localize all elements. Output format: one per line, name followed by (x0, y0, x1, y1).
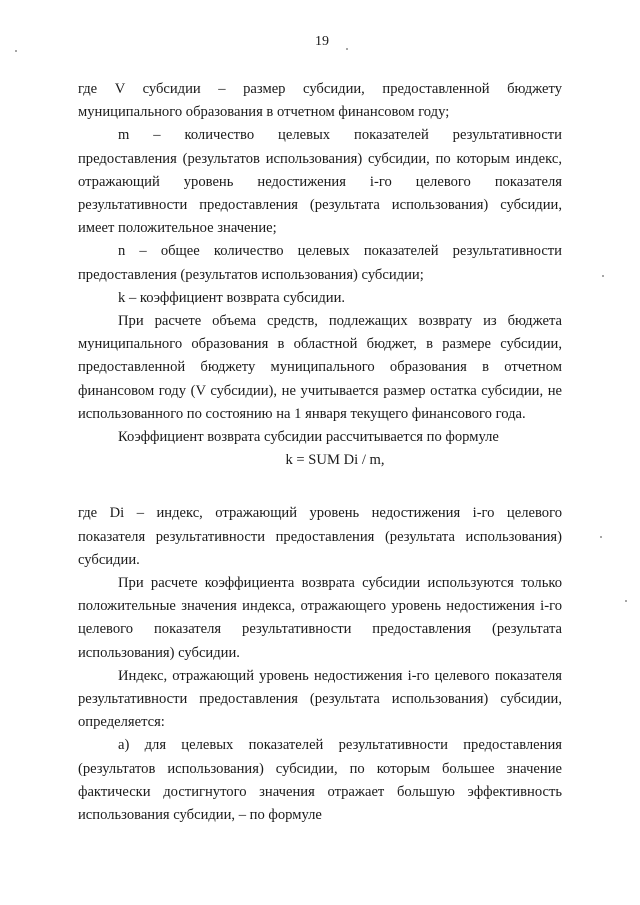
paragraph-di-definition: где Di – индекс, отражающий уровень недостижения i-го целевого показателя результативности предоставления (результата использования) субсидии. (78, 505, 562, 568)
paragraph-refund-calculation: При расчете объема средств, подлежащих возврату из бюджета муниципального образования в областной бюджет, в размере субсидии, предоставленной бюджету муниципального образования в отчетном финансовом году (V субсидии), не учитывается размер остатка субсидии, не использованного по состоянию на 1 января текущего финансового года. (78, 313, 562, 422)
paragraph-n-definition: n – общее количество целевых показателей результативности предоставления (результатов использования) субсидии; (78, 243, 562, 283)
scan-speck (625, 600, 627, 602)
paragraph-index-determined: Индекс, отражающий уровень недостижения i-го целевого показателя результативности предоставления (результата использования) субсидии, определяется: (78, 667, 562, 731)
paragraph-m-definition: m – количество целевых показателей результативности предоставления (результатов использования) субсидии, по которым индекс, отражающий уровень недостижения i-го целевого показателя результативности предоставления (результата использования) субсидии, имеет положительное значение; (78, 127, 562, 237)
document-body (78, 78, 562, 827)
paragraph-formula-intro: Коэффициент возврата субсидии рассчитывается по формуле (118, 429, 499, 446)
page-number: 19 (315, 34, 329, 49)
scan-speck (600, 536, 602, 538)
paragraph-k-definition: k – коэффициент возврата субсидии. (118, 289, 346, 306)
formula: k = SUM Di / m, (285, 452, 385, 469)
scan-speck (15, 50, 17, 52)
scan-speck (602, 275, 604, 277)
paragraph-item-a: а) для целевых показателей результативности предоставления (результатов использования) субсидии, по которым большее значение фактически достигнутого значения отражает большую эффективность использования субсидии, – по формуле (78, 737, 562, 824)
scan-speck (346, 48, 348, 50)
paragraph-v-subsidy-definition: где V субсидии – размер субсидии, предоставленной бюджету муниципального образования в отчетном финансовом году; (78, 81, 562, 121)
paragraph-positive-values: При расчете коэффициента возврата субсидии используются только положительные значения индекса, отражающего уровень недостижения i-го целевого показателя результативности предоставления (результата использования) субсидии. (78, 575, 562, 661)
